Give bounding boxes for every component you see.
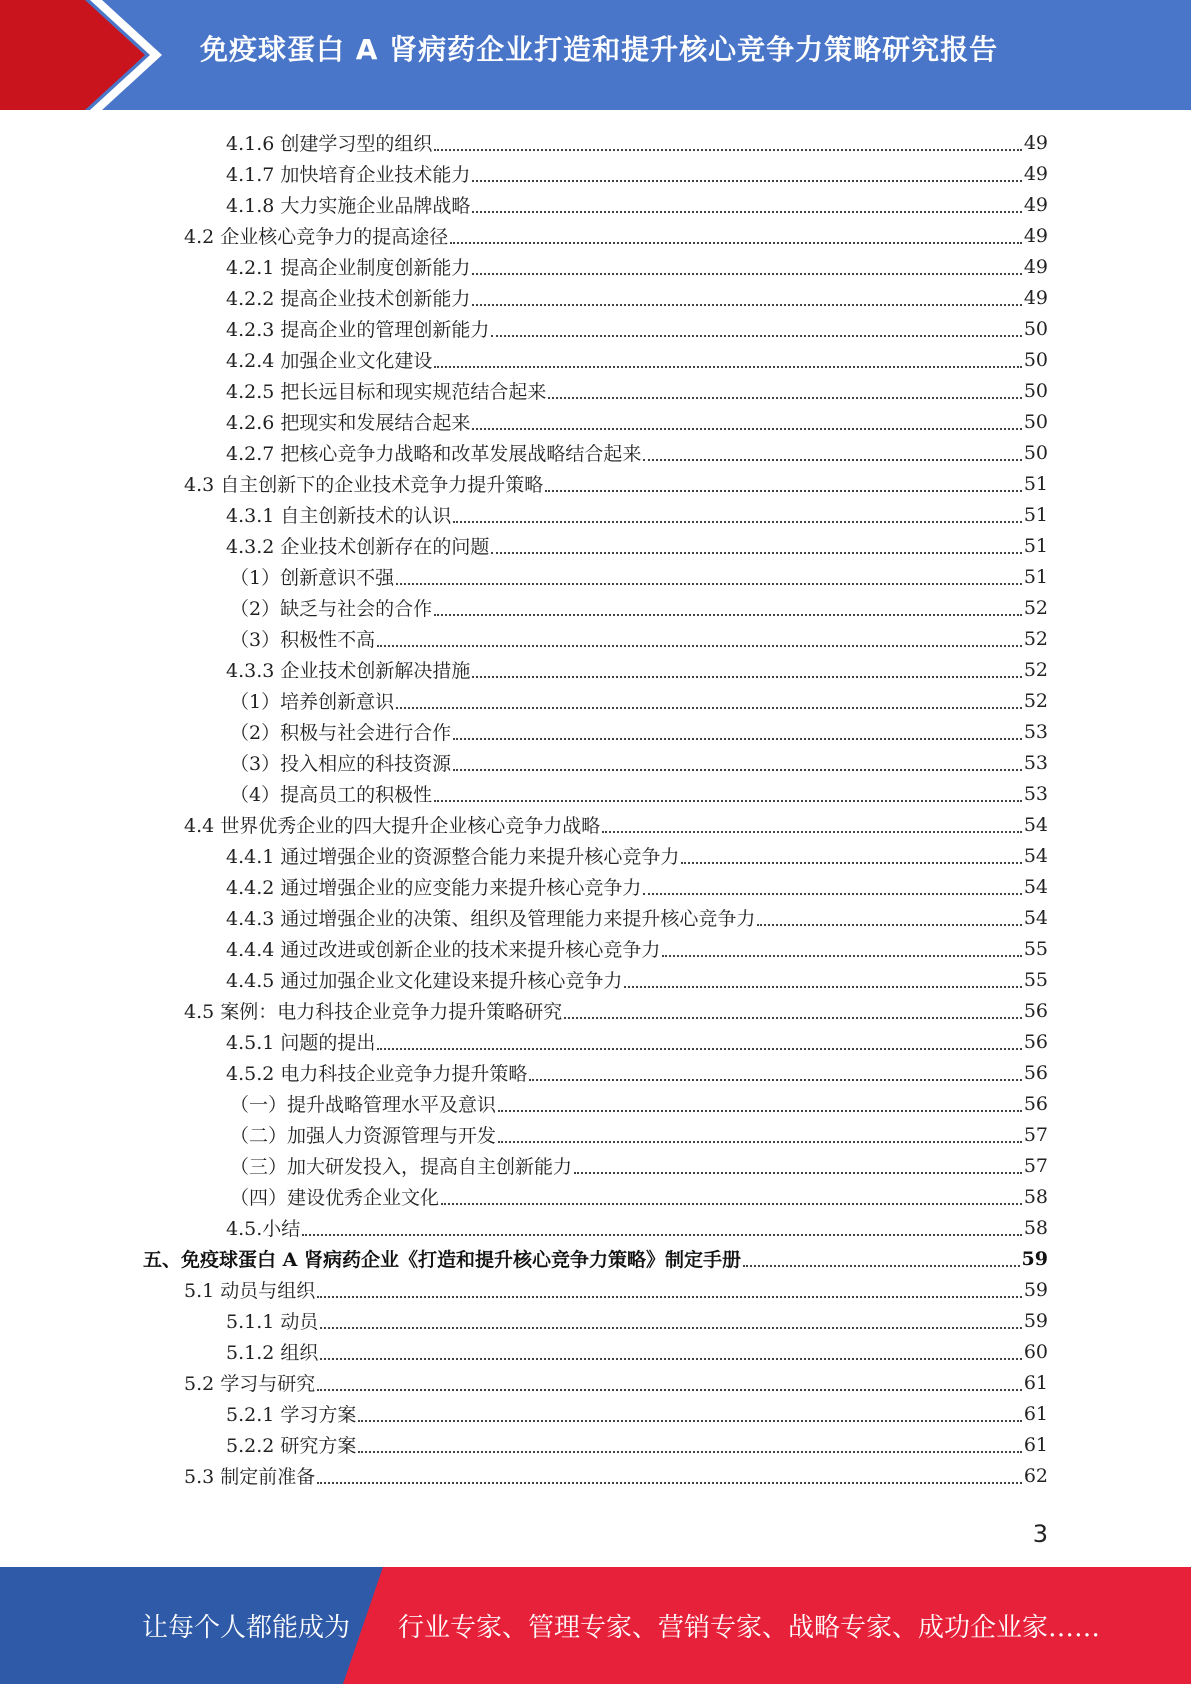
- toc-entry-label: （一）提升战略管理水平及意识: [230, 1094, 497, 1116]
- toc-entry-label: 5.3 制定前准备: [184, 1466, 316, 1488]
- toc-leader-dots: [434, 149, 1021, 151]
- toc-entry[interactable]: [230, 592, 1048, 623]
- toc-entry-label: （1）创新意识不强: [230, 567, 395, 589]
- toc-entry[interactable]: [230, 716, 1048, 747]
- toc-entry-label: （二）加强人力资源管理与开发: [230, 1125, 497, 1147]
- toc-leader-dots: [434, 614, 1022, 616]
- toc-entry[interactable]: [230, 1119, 1048, 1150]
- toc-entry[interactable]: [226, 933, 1048, 964]
- footer-slogan-left: 让每个人都能成为: [142, 1613, 351, 1643]
- toc-leader-dots: [317, 1482, 1022, 1484]
- toc-entry[interactable]: [226, 964, 1048, 995]
- toc-entry-label: 4.4.1 通过增强企业的资源整合能力来提升核心竞争力: [226, 846, 680, 868]
- toc-leader-dots: [358, 1451, 1021, 1453]
- toc-leader-dots: [302, 1234, 1022, 1236]
- toc-entry[interactable]: [184, 809, 1048, 840]
- toc-entry[interactable]: [230, 685, 1048, 716]
- toc-entry[interactable]: [226, 251, 1048, 282]
- toc-entry[interactable]: [184, 1274, 1048, 1305]
- toc-entry[interactable]: [226, 499, 1048, 530]
- toc-entry-label: 4.5 案例：电力科技企业竞争力提升策略研究: [184, 1001, 563, 1023]
- toc-leader-dots: [472, 304, 1021, 306]
- toc-leader-dots: [396, 707, 1022, 709]
- toc-leader-dots: [434, 366, 1021, 368]
- toc-entry-page: 53: [1023, 751, 1048, 774]
- toc-entry-page: 61: [1023, 1433, 1048, 1456]
- toc-entry[interactable]: [230, 1088, 1048, 1119]
- toc-entry[interactable]: [226, 1026, 1048, 1057]
- toc-entry[interactable]: [230, 561, 1048, 592]
- toc-entry[interactable]: [184, 1460, 1048, 1491]
- toc-entry-label: 5.1 动员与组织: [184, 1280, 316, 1302]
- toc-entry[interactable]: [226, 406, 1048, 437]
- toc-entry-label: 4.4.5 通过加强企业文化建设来提升核心竞争力: [226, 970, 623, 992]
- toc-leader-dots: [317, 1296, 1022, 1298]
- toc-entry-page: 49: [1023, 224, 1048, 247]
- toc-entry-label: 4.4.2 通过增强企业的应变能力来提升核心竞争力: [226, 877, 642, 899]
- toc-leader-dots: [453, 738, 1022, 740]
- toc-leader-dots: [498, 1110, 1022, 1112]
- toc-entry[interactable]: [226, 530, 1048, 561]
- toc-entry-label: 4.3.3 企业技术创新解决措施: [226, 660, 471, 682]
- toc-entry-page: 56: [1023, 999, 1048, 1022]
- toc-entry-label: 4.5.1 问题的提出: [226, 1032, 376, 1054]
- toc-entry-label: 4.5.2 电力科技企业竞争力提升策略: [226, 1063, 528, 1085]
- page-number: 3: [1032, 1520, 1048, 1548]
- toc-entry-page: 57: [1023, 1154, 1048, 1177]
- toc-entry-page: 52: [1023, 689, 1048, 712]
- toc-entry-page: 49: [1023, 255, 1048, 278]
- toc-entry-label: 4.4 世界优秀企业的四大提升企业核心竞争力战略: [184, 815, 601, 837]
- toc-leader-dots: [453, 521, 1021, 523]
- toc-entry-label: （1）培养创新意识: [230, 691, 395, 713]
- page-header: [0, 0, 1191, 110]
- toc-entry[interactable]: [226, 375, 1048, 406]
- toc-entry-page: 53: [1023, 720, 1048, 743]
- toc-entry-label: 4.2 企业核心竞争力的提高途径: [184, 226, 449, 248]
- toc-leader-dots: [498, 1141, 1022, 1143]
- toc-entry-page: 55: [1023, 968, 1048, 991]
- header-title: 免疫球蛋白 A 肾病药企业打造和提升核心竞争力策略研究报告: [200, 33, 999, 66]
- toc-leader-dots: [681, 862, 1021, 864]
- toc-entry-page: 49: [1023, 193, 1048, 216]
- toc-entry-page: 50: [1023, 379, 1048, 402]
- toc-leader-dots: [491, 552, 1021, 554]
- toc-entry-page: 56: [1023, 1061, 1048, 1084]
- toc-leader-dots: [491, 335, 1021, 337]
- toc-leader-dots: [643, 893, 1021, 895]
- toc-entry[interactable]: [230, 623, 1048, 654]
- toc-entry-label: （3）积极性不高: [230, 629, 376, 651]
- toc-entry-page: 54: [1023, 906, 1048, 929]
- toc-leader-dots: [472, 273, 1021, 275]
- toc-leader-dots: [529, 1079, 1021, 1081]
- toc-leader-dots: [441, 1203, 1022, 1205]
- toc-leader-dots: [662, 955, 1021, 957]
- toc-leader-dots: [377, 1048, 1021, 1050]
- toc-entry-page: 54: [1023, 813, 1048, 836]
- toc-entry-page: 49: [1023, 162, 1048, 185]
- toc-entry-page: 52: [1023, 596, 1048, 619]
- toc-entry-label: 5.1.2 组织: [226, 1342, 319, 1364]
- toc-entry-page: 49: [1023, 286, 1048, 309]
- toc-entry[interactable]: [184, 468, 1048, 499]
- toc-entry[interactable]: [230, 1181, 1048, 1212]
- toc-entry-page: 52: [1023, 658, 1048, 681]
- toc-leader-dots: [453, 769, 1022, 771]
- toc-entry-label: 4.2.4 加强企业文化建设: [226, 350, 433, 372]
- toc-entry-label: 4.2.6 把现实和发展结合起来: [226, 412, 471, 434]
- toc-leader-dots: [434, 800, 1022, 802]
- toc-entry[interactable]: [226, 313, 1048, 344]
- toc-entry-page: 54: [1023, 844, 1048, 867]
- toc-entry-label: （3）投入相应的科技资源: [230, 753, 452, 775]
- toc-leader-dots: [574, 1172, 1022, 1174]
- toc-leader-dots: [358, 1420, 1021, 1422]
- toc-entry-page: 56: [1023, 1030, 1048, 1053]
- toc-entry-label: （2）积极与社会进行合作: [230, 722, 452, 744]
- toc-entry-page: 62: [1023, 1464, 1048, 1487]
- toc-entry-page: 50: [1023, 348, 1048, 371]
- toc-entry-label: 4.2.2 提高企业技术创新能力: [226, 288, 471, 310]
- toc-entry[interactable]: [184, 220, 1048, 251]
- toc-entry-label: 5.2.1 学习方案: [226, 1404, 357, 1426]
- toc-entry-page: 51: [1023, 534, 1048, 557]
- toc-entry-label: （四）建设优秀企业文化: [230, 1187, 440, 1209]
- toc-entry-page: 59: [1023, 1309, 1048, 1332]
- toc-leader-dots: [643, 459, 1021, 461]
- toc-entry-page: 54: [1023, 875, 1048, 898]
- toc-entry-label: 4.4.4 通过改进或创新企业的技术来提升核心竞争力: [226, 939, 661, 961]
- toc-entry-page: 51: [1023, 472, 1048, 495]
- toc-entry-page: 53: [1023, 782, 1048, 805]
- page-footer: [0, 1567, 1191, 1684]
- toc-entry-label: （4）提高员工的积极性: [230, 784, 433, 806]
- toc-leader-dots: [624, 986, 1021, 988]
- toc-leader-dots: [472, 676, 1021, 678]
- toc-entry[interactable]: [226, 1212, 1048, 1243]
- toc-entry[interactable]: [226, 1336, 1048, 1367]
- toc-entry-label: 4.1.8 大力实施企业品牌战略: [226, 195, 471, 217]
- toc-entry-page: 50: [1023, 317, 1048, 340]
- toc-entry-page: 51: [1023, 565, 1048, 588]
- toc-entry-page: 51: [1023, 503, 1048, 526]
- toc-leader-dots: [320, 1358, 1021, 1360]
- toc-entry[interactable]: [184, 1367, 1048, 1398]
- toc-entry-label: 4.1.7 加快培育企业技术能力: [226, 164, 471, 186]
- footer-slogan-right: 行业专家、管理专家、营销专家、战略专家、成功企业家……: [398, 1613, 1101, 1643]
- toc-entry-label: 4.2.7 把核心竞争力战略和改革发展战略结合起来: [226, 443, 642, 465]
- toc-entry[interactable]: [226, 282, 1048, 313]
- toc-entry-label: 5.1.1 动员: [226, 1311, 319, 1333]
- toc-entry[interactable]: [226, 344, 1048, 375]
- toc-leader-dots: [396, 583, 1022, 585]
- toc-entry-label: 4.3.1 自主创新技术的认识: [226, 505, 452, 527]
- toc-entry[interactable]: [226, 840, 1048, 871]
- toc-leader-dots: [472, 428, 1021, 430]
- toc-leader-dots: [548, 397, 1021, 399]
- toc-entry[interactable]: [226, 654, 1048, 685]
- toc-entry[interactable]: [226, 1057, 1048, 1088]
- toc-entry-page: 61: [1023, 1371, 1048, 1394]
- toc-entry[interactable]: [226, 189, 1048, 220]
- toc-leader-dots: [602, 831, 1022, 833]
- toc-leader-dots: [320, 1327, 1021, 1329]
- toc-entry-label: 4.2.1 提高企业制度创新能力: [226, 257, 471, 279]
- toc-chapter-entry[interactable]: [143, 1243, 1048, 1274]
- toc-entry-label: 4.4.3 通过增强企业的决策、组织及管理能力来提升核心竞争力: [226, 908, 756, 930]
- toc-entry-label: 4.2.3 提高企业的管理创新能力: [226, 319, 490, 341]
- toc-entry[interactable]: [226, 871, 1048, 902]
- toc-entry-label: 4.3.2 企业技术创新存在的问题: [226, 536, 490, 558]
- toc-entry-page: 52: [1023, 627, 1048, 650]
- toc-entry[interactable]: [226, 1398, 1048, 1429]
- toc-entry[interactable]: [226, 902, 1048, 933]
- toc-entry-label: （三）加大研发投入，提高自主创新能力: [230, 1156, 573, 1178]
- toc-entry[interactable]: [230, 778, 1048, 809]
- toc-entry[interactable]: [226, 158, 1048, 189]
- toc-entry[interactable]: [226, 437, 1048, 468]
- toc-entry-page: 58: [1023, 1216, 1048, 1239]
- toc-leader-dots: [757, 924, 1021, 926]
- toc-entry-page: 60: [1023, 1340, 1048, 1363]
- toc-entry-label: 五、免疫球蛋白 A 肾病药企业《打造和提升核心竞争力策略》制定手册: [143, 1249, 741, 1271]
- toc-entry-label: 4.1.6 创建学习型的组织: [226, 133, 433, 155]
- toc-entry-page: 61: [1023, 1402, 1048, 1425]
- toc-entry-page: 50: [1023, 441, 1048, 464]
- toc-entry-label: 4.2.5 把长远目标和现实规范结合起来: [226, 381, 547, 403]
- toc-leader-dots: [472, 211, 1021, 213]
- toc-entry-page: 59: [1021, 1247, 1048, 1270]
- toc-entry-page: 59: [1023, 1278, 1048, 1301]
- toc-entry-page: 58: [1023, 1185, 1048, 1208]
- toc-entry[interactable]: [230, 747, 1048, 778]
- toc-entry-label: 4.3 自主创新下的企业技术竞争力提升策略: [184, 474, 544, 496]
- toc-entry-page: 56: [1023, 1092, 1048, 1115]
- toc-entry-label: 5.2.2 研究方案: [226, 1435, 357, 1457]
- toc-entry-page: 50: [1023, 410, 1048, 433]
- toc-entry-page: 55: [1023, 937, 1048, 960]
- toc-entry[interactable]: [226, 1429, 1048, 1460]
- toc-entry-label: 4.5.小结: [226, 1218, 301, 1240]
- toc-leader-dots: [450, 242, 1022, 244]
- toc-entry[interactable]: [184, 995, 1048, 1026]
- toc-leader-dots: [545, 490, 1022, 492]
- toc-leader-dots: [317, 1389, 1022, 1391]
- toc-entry-label: （2）缺乏与社会的合作: [230, 598, 433, 620]
- toc-entry[interactable]: [226, 127, 1048, 158]
- toc-leader-dots: [472, 180, 1021, 182]
- toc-leader-dots: [564, 1017, 1022, 1019]
- toc-entry-page: 49: [1023, 131, 1048, 154]
- toc-entry[interactable]: [226, 1305, 1048, 1336]
- toc-entry[interactable]: [230, 1150, 1048, 1181]
- toc-entry-label: 5.2 学习与研究: [184, 1373, 316, 1395]
- toc-entry-page: 57: [1023, 1123, 1048, 1146]
- toc-leader-dots: [743, 1265, 1020, 1267]
- toc-leader-dots: [377, 645, 1022, 647]
